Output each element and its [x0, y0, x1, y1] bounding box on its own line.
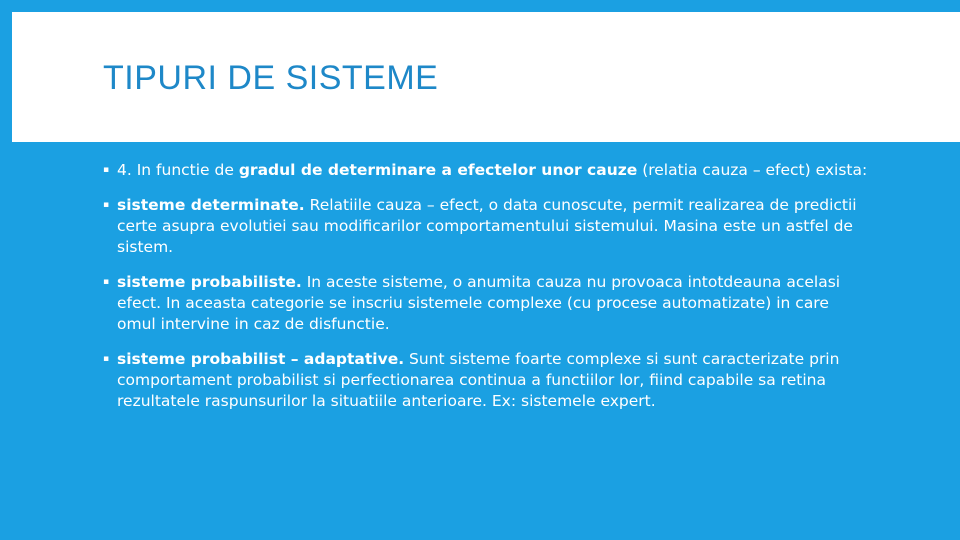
bullet-text — [117, 195, 870, 258]
bullet-item — [100, 195, 870, 258]
bullet-emphasis: sisteme probabilist – adaptative. — [117, 350, 405, 368]
bullet-rest: Sunt sisteme foarte complexe si sunt caracterizate prin comportament probabilist si perfectionarea continua a functiilor lor, fiind capabile sa retina rezultatele raspunsurilor la situatiile anterioare. Ex: sistemele expert. — [117, 350, 840, 410]
bullet-icon: ▪ — [103, 200, 110, 210]
bullet-rest: Relatiile cauza – efect, o data cunoscute, permit realizarea de predictii certe asupra evolutiei sau modificarilor comportamentului sistemului. Masina este un astfel de sistem. — [117, 196, 857, 256]
bullet-item — [100, 160, 870, 181]
bullet-list — [100, 160, 870, 426]
bullet-text — [117, 272, 870, 335]
bullet-text — [117, 349, 870, 412]
bullet-rest: (relatia cauza – efect) exista: — [637, 161, 868, 179]
bullet-lead: 4. In functie de — [117, 161, 239, 179]
bullet-emphasis: sisteme determinate. — [117, 196, 305, 214]
bullet-item — [100, 272, 870, 335]
bullet-item — [100, 349, 870, 412]
bullet-icon: ▪ — [103, 165, 110, 175]
bullet-text — [117, 160, 870, 181]
bullet-icon: ▪ — [103, 354, 110, 364]
bullet-emphasis: sisteme probabiliste. — [117, 273, 302, 291]
bullet-rest: In aceste sisteme, o anumita cauza nu provoaca intotdeauna acelasi efect. In aceasta categorie se inscriu sistemele complexe (cu procese automatizate) in care omul intervine in caz de disfunctie. — [117, 273, 841, 333]
bullet-emphasis: gradul de determinare a efectelor unor cauze — [238, 161, 638, 179]
slide-title: TIPURI DE SISTEME — [103, 59, 439, 97]
bullet-icon: ▪ — [103, 277, 110, 287]
